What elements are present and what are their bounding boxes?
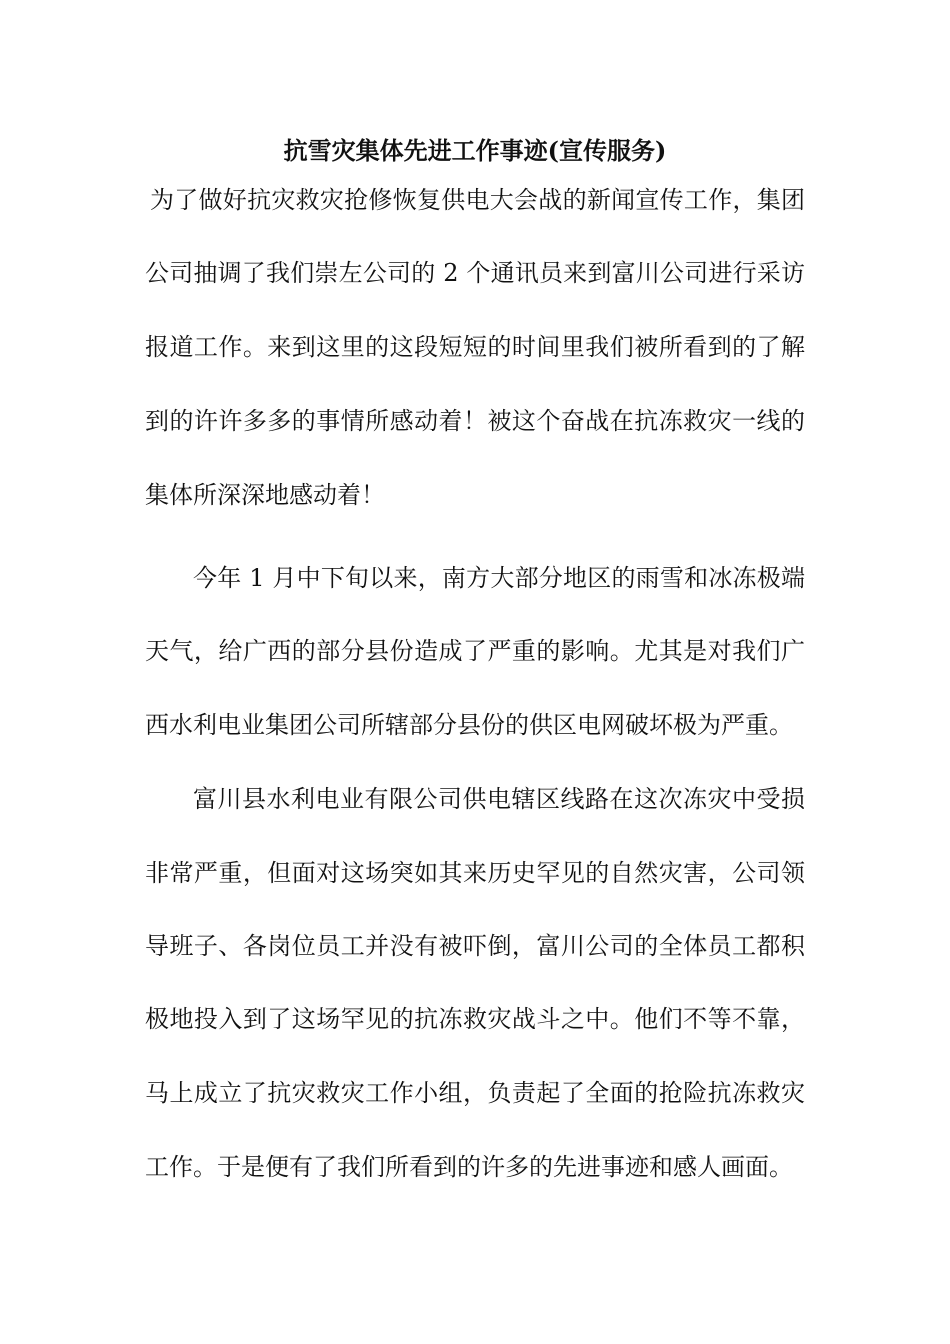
paragraph-3-line-5: 马上成立了抗灾救灾工作小组，负责起了全面的抢险抗冻救灾 bbox=[145, 1079, 805, 1107]
paragraph-3-line-3: 导班子、各岗位员工并没有被吓倒，富川公司的全体员工都积 bbox=[145, 932, 805, 960]
paragraph-2-line-1: 今年 1 月中下旬以来，南方大部分地区的雨雪和冰冻极端 bbox=[193, 564, 805, 592]
paragraph-3-line-2: 非常严重，但面对这场突如其来历史罕见的自然灾害，公司领 bbox=[145, 859, 805, 887]
paragraph-3-line-4: 极地投入到了这场罕见的抗冻救灾战斗之中。他们不等不靠， bbox=[145, 1005, 805, 1033]
paragraph-1-line-3: 报道工作。来到这里的这段短短的时间里我们被所看到的了解 bbox=[145, 333, 805, 361]
paragraph-1-line-2: 公司抽调了我们崇左公司的 2 个通讯员来到富川公司进行采访 bbox=[145, 259, 805, 287]
paragraph-3-line-6: 工作。于是便有了我们所看到的许多的先进事迹和感人画面。 bbox=[145, 1153, 793, 1181]
paragraph-1-line-5: 集体所深深地感动着！ bbox=[145, 481, 385, 509]
document-title: 抗雪灾集体先进工作事迹(宣传服务) bbox=[283, 136, 667, 165]
paragraph-2-line-2: 天气，给广西的部分县份造成了严重的影响。尤其是对我们广 bbox=[145, 637, 805, 665]
paragraph-1-line-1: 为了做好抗灾救灾抢修恢复供电大会战的新闻宣传工作，集团 bbox=[150, 186, 805, 214]
paragraph-1-line-4: 到的许许多多的事情所感动着！被这个奋战在抗冻救灾一线的 bbox=[145, 407, 805, 435]
paragraph-2-line-3: 西水利电业集团公司所辖部分县份的供区电网破坏极为严重。 bbox=[145, 711, 793, 739]
paragraph-3-line-1: 富川县水利电业有限公司供电辖区线路在这次冻灾中受损 bbox=[193, 785, 805, 813]
